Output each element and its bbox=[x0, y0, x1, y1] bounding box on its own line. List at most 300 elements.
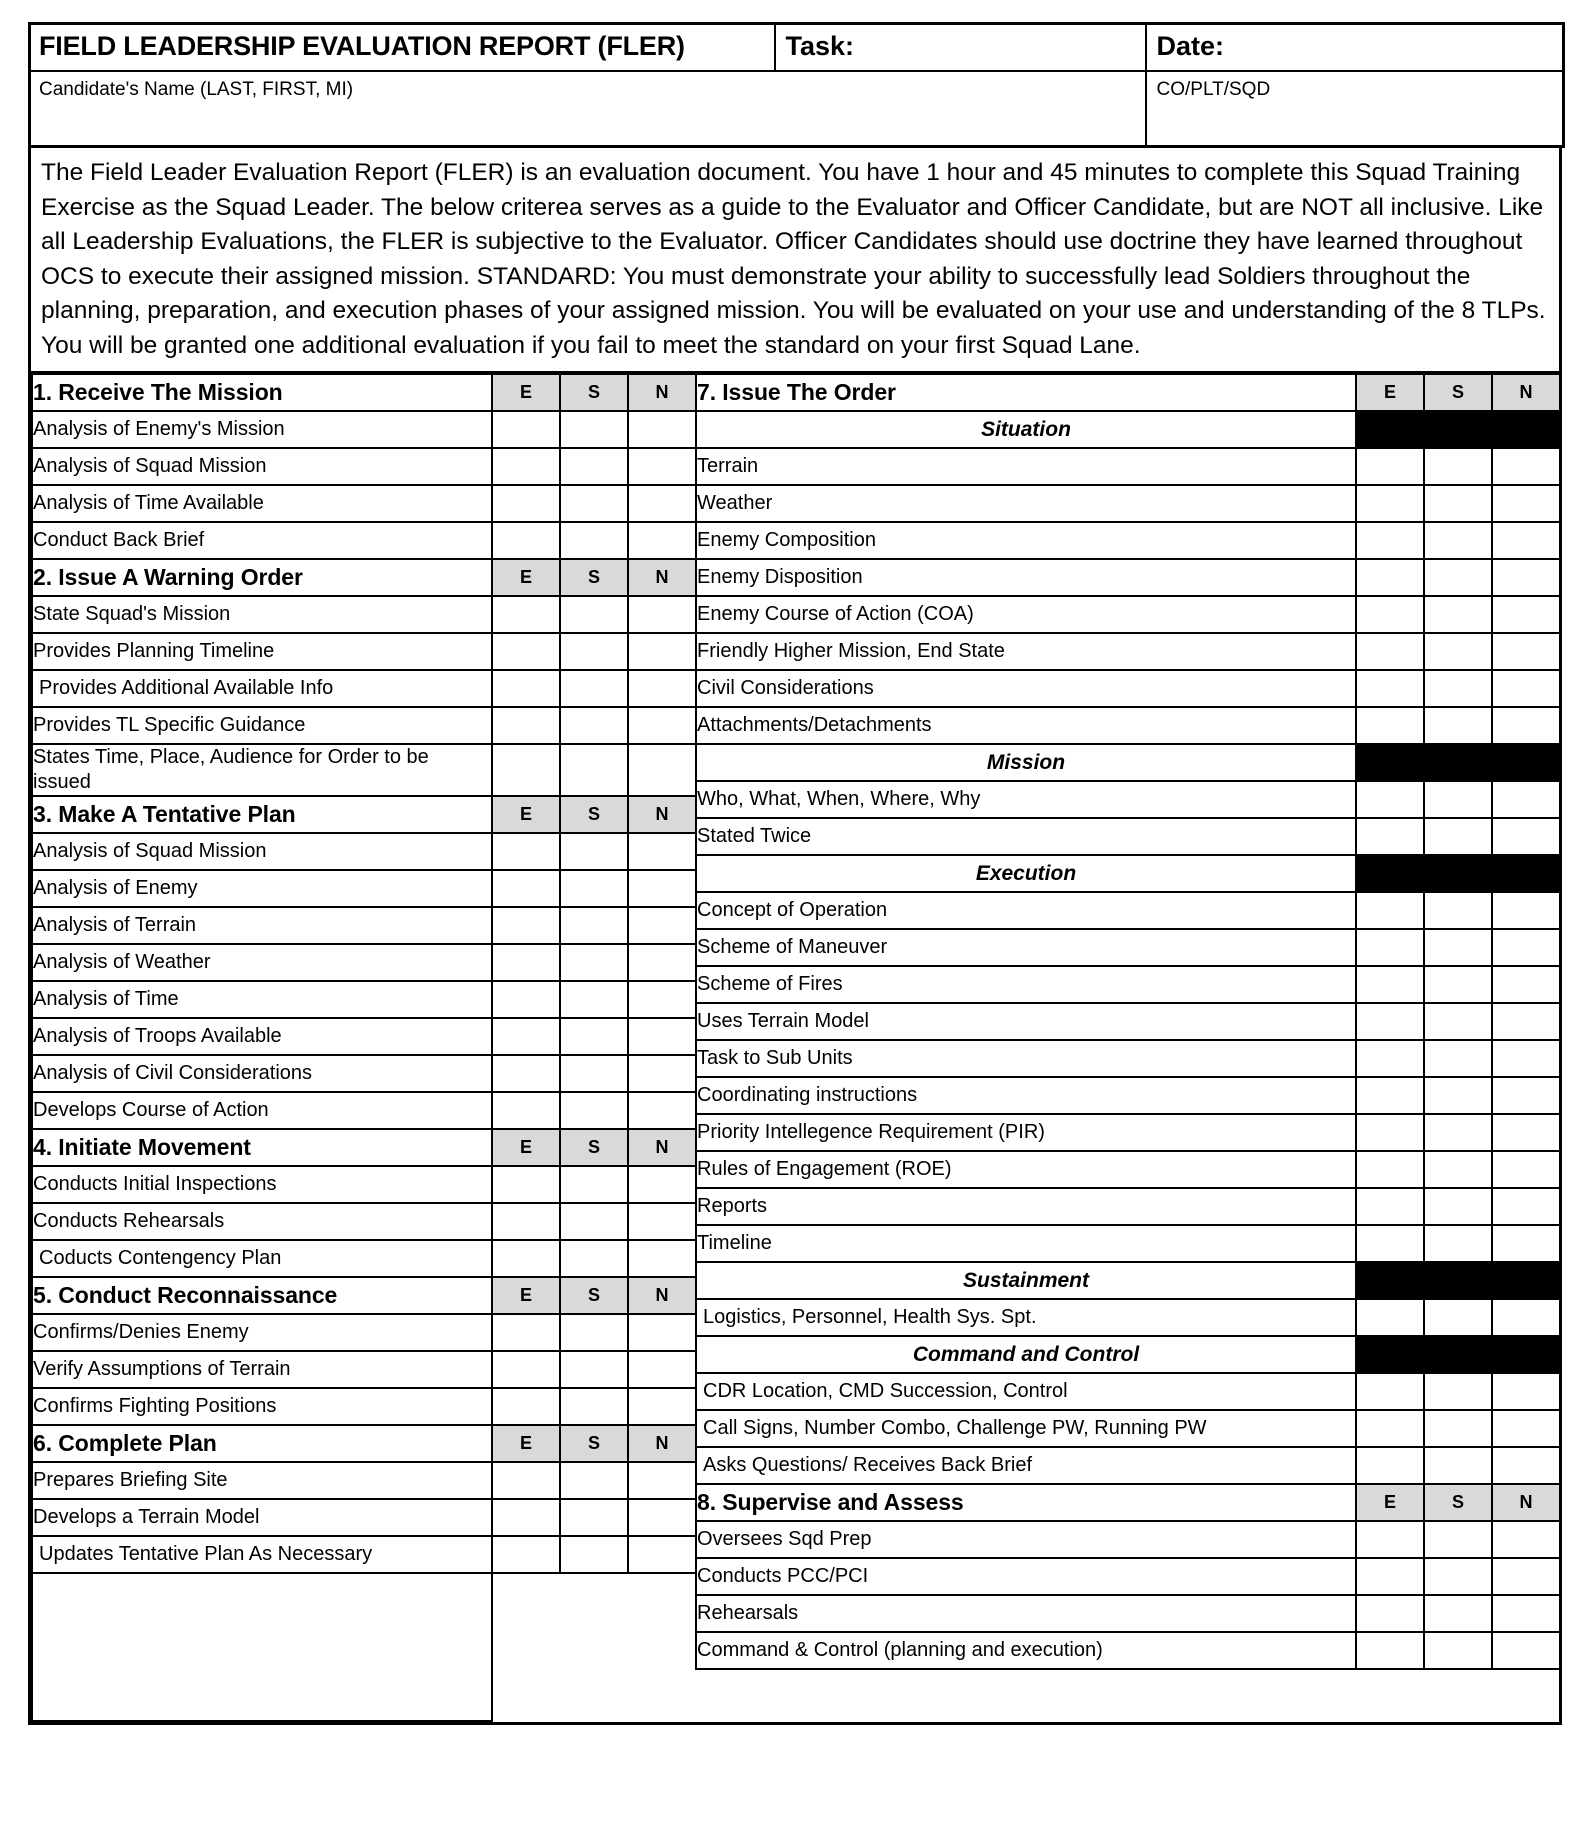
rating-cell-s[interactable] bbox=[560, 1203, 628, 1240]
rating-cell-e[interactable] bbox=[1356, 1151, 1424, 1188]
rating-cell-e[interactable] bbox=[1356, 448, 1424, 485]
rating-cell-n[interactable] bbox=[1492, 966, 1560, 1003]
rating-cell-s[interactable] bbox=[1424, 596, 1492, 633]
intro-block bbox=[28, 148, 1562, 373]
table-row bbox=[696, 1299, 1560, 1336]
table-row bbox=[696, 522, 1560, 559]
criteria-label: Rehearsals bbox=[696, 1595, 1356, 1632]
criteria-label: Analysis of Enemy's Mission bbox=[32, 411, 492, 448]
rating-cell-s[interactable] bbox=[1424, 1558, 1492, 1595]
table-row bbox=[32, 981, 696, 1018]
table-row bbox=[32, 744, 696, 796]
rating-cell-s[interactable] bbox=[1424, 707, 1492, 744]
section-header: 2. Issue A Warning Order bbox=[32, 559, 492, 596]
rating-cell-s[interactable] bbox=[560, 1314, 628, 1351]
rating-cell-n[interactable] bbox=[628, 670, 696, 707]
blocked-cell bbox=[1356, 1262, 1424, 1299]
criteria-label: Analysis of Civil Considerations bbox=[32, 1055, 492, 1092]
rating-cell-e[interactable] bbox=[492, 1018, 560, 1055]
spacer-cell bbox=[492, 1610, 560, 1647]
table-row bbox=[696, 1003, 1560, 1040]
table-row bbox=[32, 1314, 696, 1351]
rating-cell-s[interactable] bbox=[1424, 1410, 1492, 1447]
rating-header-n: N bbox=[628, 374, 696, 411]
table-row bbox=[32, 1203, 696, 1240]
table-row bbox=[696, 1040, 1560, 1077]
criteria-label: Verify Assumptions of Terrain bbox=[32, 1351, 492, 1388]
rating-cell-s[interactable] bbox=[1424, 448, 1492, 485]
rating-cell-e[interactable] bbox=[492, 981, 560, 1018]
criteria-label: Timeline bbox=[696, 1225, 1356, 1262]
rating-cell-e[interactable] bbox=[1356, 1447, 1424, 1484]
rating-cell-e[interactable] bbox=[1356, 966, 1424, 1003]
rating-cell-s[interactable] bbox=[1424, 559, 1492, 596]
rating-cell-s[interactable] bbox=[1424, 1114, 1492, 1151]
rating-cell-n[interactable] bbox=[628, 944, 696, 981]
table-row bbox=[32, 1166, 696, 1203]
rating-cell-n[interactable] bbox=[1492, 522, 1560, 559]
subsection-header: Sustainment bbox=[696, 1262, 1356, 1299]
table-row bbox=[696, 374, 1560, 411]
rating-cell-s[interactable] bbox=[1424, 966, 1492, 1003]
rating-cell-e[interactable] bbox=[492, 411, 560, 448]
criteria-label: Coducts Contengency Plan bbox=[32, 1240, 492, 1277]
rating-cell-e[interactable] bbox=[492, 1499, 560, 1536]
table-row bbox=[696, 1077, 1560, 1114]
rating-cell-s[interactable] bbox=[1424, 1003, 1492, 1040]
table-row bbox=[32, 1647, 696, 1684]
rating-cell-n[interactable] bbox=[1492, 485, 1560, 522]
criteria-label: Develops Course of Action bbox=[32, 1092, 492, 1129]
rating-cell-e[interactable] bbox=[492, 1240, 560, 1277]
rating-cell-s[interactable] bbox=[1424, 670, 1492, 707]
criteria-label: Terrain bbox=[696, 448, 1356, 485]
rating-cell-n[interactable] bbox=[628, 596, 696, 633]
table-row bbox=[32, 670, 696, 707]
criteria-right-column bbox=[695, 373, 1559, 1722]
rating-cell-n[interactable] bbox=[628, 1499, 696, 1536]
rating-cell-s[interactable] bbox=[1424, 781, 1492, 818]
criteria-label: Asks Questions/ Receives Back Brief bbox=[696, 1447, 1356, 1484]
rating-cell-n[interactable] bbox=[1492, 448, 1560, 485]
rating-cell-e[interactable] bbox=[1356, 1225, 1424, 1262]
blocked-cell bbox=[1492, 744, 1560, 781]
rating-cell-s[interactable] bbox=[560, 907, 628, 944]
rating-cell-n[interactable] bbox=[1492, 1595, 1560, 1632]
table-row bbox=[696, 929, 1560, 966]
table-row bbox=[696, 448, 1560, 485]
criteria-label: Analysis of Squad Mission bbox=[32, 448, 492, 485]
rating-cell-e[interactable] bbox=[492, 870, 560, 907]
subsection-header: Execution bbox=[696, 855, 1356, 892]
rating-cell-s[interactable] bbox=[560, 1166, 628, 1203]
rating-cell-e[interactable] bbox=[492, 1388, 560, 1425]
rating-cell-e[interactable] bbox=[492, 485, 560, 522]
criteria-label: Who, What, When, Where, Why bbox=[696, 781, 1356, 818]
rating-cell-s[interactable] bbox=[1424, 522, 1492, 559]
rating-cell-s[interactable] bbox=[560, 944, 628, 981]
rating-cell-s[interactable] bbox=[1424, 1040, 1492, 1077]
rating-cell-s[interactable] bbox=[560, 981, 628, 1018]
criteria-label: Analysis of Weather bbox=[32, 944, 492, 981]
rating-cell-s[interactable] bbox=[560, 1055, 628, 1092]
rating-cell-e[interactable] bbox=[492, 1055, 560, 1092]
blocked-cell bbox=[1492, 855, 1560, 892]
table-row bbox=[696, 744, 1560, 781]
rating-header-s: S bbox=[560, 1129, 628, 1166]
criteria-label: Reports bbox=[696, 1188, 1356, 1225]
rating-cell-e[interactable] bbox=[1356, 1521, 1424, 1558]
rating-cell-e[interactable] bbox=[492, 833, 560, 870]
subsection-header: Situation bbox=[696, 411, 1356, 448]
table-row bbox=[32, 1499, 696, 1536]
rating-cell-e[interactable] bbox=[1356, 1373, 1424, 1410]
rating-cell-s[interactable] bbox=[560, 1462, 628, 1499]
rating-cell-s[interactable] bbox=[560, 707, 628, 744]
rating-header-n: N bbox=[628, 559, 696, 596]
rating-cell-e[interactable] bbox=[492, 707, 560, 744]
rating-cell-e[interactable] bbox=[492, 1462, 560, 1499]
table-row bbox=[696, 411, 1560, 448]
criteria-label: Command & Control (planning and execution) bbox=[696, 1632, 1356, 1669]
header-name-row bbox=[30, 71, 1564, 147]
section-header: 6. Complete Plan bbox=[32, 1425, 492, 1462]
table-row bbox=[32, 1684, 696, 1721]
task-field[interactable]: Task: bbox=[775, 24, 1146, 72]
rating-cell-n[interactable] bbox=[628, 1462, 696, 1499]
table-row bbox=[32, 485, 696, 522]
criteria-label: Uses Terrain Model bbox=[696, 1003, 1356, 1040]
criteria-label: Updates Tentative Plan As Necessary bbox=[32, 1536, 492, 1573]
criteria-label: CDR Location, CMD Succession, Control bbox=[696, 1373, 1356, 1410]
rating-cell-s[interactable] bbox=[560, 1536, 628, 1573]
rating-cell-e[interactable] bbox=[1356, 1299, 1424, 1336]
criteria-label: Confirms Fighting Positions bbox=[32, 1388, 492, 1425]
rating-cell-e[interactable] bbox=[1356, 485, 1424, 522]
rating-cell-n[interactable] bbox=[628, 744, 696, 796]
rating-cell-n[interactable] bbox=[1492, 1188, 1560, 1225]
rating-cell-n[interactable] bbox=[628, 981, 696, 1018]
rating-cell-e[interactable] bbox=[1356, 1188, 1424, 1225]
rating-cell-e[interactable] bbox=[1356, 670, 1424, 707]
rating-cell-n[interactable] bbox=[628, 1351, 696, 1388]
rating-cell-s[interactable] bbox=[560, 1240, 628, 1277]
rating-cell-n[interactable] bbox=[1492, 670, 1560, 707]
spacer-cell bbox=[560, 1684, 628, 1721]
rating-header-e: E bbox=[1356, 374, 1424, 411]
criteria-label: Scheme of Maneuver bbox=[696, 929, 1356, 966]
rating-cell-s[interactable] bbox=[1424, 929, 1492, 966]
criteria-label: Analysis of Time Available bbox=[32, 485, 492, 522]
table-row bbox=[32, 944, 696, 981]
table-row bbox=[32, 796, 696, 833]
table-row bbox=[32, 1573, 696, 1610]
rating-cell-e[interactable] bbox=[492, 633, 560, 670]
rating-cell-e[interactable] bbox=[1356, 1410, 1424, 1447]
criteria-label: Analysis of Squad Mission bbox=[32, 833, 492, 870]
table-row bbox=[696, 892, 1560, 929]
rating-cell-n[interactable] bbox=[1492, 1447, 1560, 1484]
rating-cell-s[interactable] bbox=[560, 1018, 628, 1055]
rating-cell-n[interactable] bbox=[1492, 1225, 1560, 1262]
rating-cell-n[interactable] bbox=[1492, 1114, 1560, 1151]
rating-cell-n[interactable] bbox=[1492, 1003, 1560, 1040]
rating-cell-n[interactable] bbox=[1492, 1410, 1560, 1447]
rating-cell-s[interactable] bbox=[560, 1388, 628, 1425]
rating-cell-e[interactable] bbox=[1356, 1077, 1424, 1114]
blocked-cell bbox=[1356, 411, 1424, 448]
table-row bbox=[32, 448, 696, 485]
rating-cell-e[interactable] bbox=[1356, 1114, 1424, 1151]
rating-cell-e[interactable] bbox=[1356, 892, 1424, 929]
rating-cell-n[interactable] bbox=[628, 707, 696, 744]
criteria-label: Scheme of Fires bbox=[696, 966, 1356, 1003]
rating-cell-n[interactable] bbox=[628, 1055, 696, 1092]
rating-cell-s[interactable] bbox=[1424, 1595, 1492, 1632]
rating-cell-s[interactable] bbox=[560, 1351, 628, 1388]
rating-cell-s[interactable] bbox=[1424, 1077, 1492, 1114]
rating-cell-n[interactable] bbox=[628, 448, 696, 485]
criteria-label: States Time, Place, Audience for Order to be issued bbox=[32, 744, 492, 796]
rating-cell-s[interactable] bbox=[560, 1092, 628, 1129]
rating-cell-n[interactable] bbox=[628, 485, 696, 522]
rating-cell-n[interactable] bbox=[1492, 781, 1560, 818]
rating-cell-e[interactable] bbox=[492, 1092, 560, 1129]
co-plt-sqd-field[interactable]: CO/PLT/SQD bbox=[1146, 71, 1564, 147]
rating-cell-e[interactable] bbox=[492, 907, 560, 944]
criteria-label: Task to Sub Units bbox=[696, 1040, 1356, 1077]
table-row bbox=[32, 870, 696, 907]
rating-header-n: N bbox=[628, 1425, 696, 1462]
rating-cell-s[interactable] bbox=[1424, 1521, 1492, 1558]
rating-cell-e[interactable] bbox=[1356, 1558, 1424, 1595]
rating-cell-n[interactable] bbox=[1492, 929, 1560, 966]
criteria-label: Weather bbox=[696, 485, 1356, 522]
table-row bbox=[32, 1018, 696, 1055]
criteria-label: Rules of Engagement (ROE) bbox=[696, 1151, 1356, 1188]
rating-cell-n[interactable] bbox=[628, 833, 696, 870]
rating-cell-n[interactable] bbox=[628, 1536, 696, 1573]
criteria-grid bbox=[28, 373, 1562, 1725]
rating-cell-n[interactable] bbox=[628, 411, 696, 448]
rating-cell-s[interactable] bbox=[560, 833, 628, 870]
table-row bbox=[32, 907, 696, 944]
rating-cell-s[interactable] bbox=[560, 744, 628, 796]
rating-cell-s[interactable] bbox=[1424, 1373, 1492, 1410]
rating-cell-n[interactable] bbox=[1492, 1558, 1560, 1595]
rating-cell-s[interactable] bbox=[560, 485, 628, 522]
spacer-cell bbox=[560, 1573, 628, 1610]
blocked-cell bbox=[1492, 411, 1560, 448]
form-header bbox=[28, 22, 1565, 148]
rating-cell-e[interactable] bbox=[1356, 559, 1424, 596]
rating-cell-e[interactable] bbox=[1356, 633, 1424, 670]
rating-cell-s[interactable] bbox=[1424, 1225, 1492, 1262]
rating-cell-s[interactable] bbox=[1424, 1632, 1492, 1669]
rating-cell-n[interactable] bbox=[1492, 1151, 1560, 1188]
criteria-label: Provides Additional Available Info bbox=[32, 670, 492, 707]
rating-cell-s[interactable] bbox=[560, 633, 628, 670]
rating-cell-n[interactable] bbox=[628, 522, 696, 559]
rating-cell-n[interactable] bbox=[628, 1166, 696, 1203]
rating-cell-e[interactable] bbox=[492, 596, 560, 633]
criteria-label: Prepares Briefing Site bbox=[32, 1462, 492, 1499]
rating-cell-s[interactable] bbox=[1424, 1299, 1492, 1336]
rating-cell-e[interactable] bbox=[1356, 929, 1424, 966]
rating-cell-n[interactable] bbox=[1492, 1040, 1560, 1077]
rating-cell-n[interactable] bbox=[1492, 1299, 1560, 1336]
table-row bbox=[696, 818, 1560, 855]
rating-cell-n[interactable] bbox=[1492, 1521, 1560, 1558]
spacer-cell bbox=[560, 1647, 628, 1684]
rating-header-s: S bbox=[560, 1425, 628, 1462]
rating-cell-e[interactable] bbox=[492, 744, 560, 796]
rating-header-e: E bbox=[492, 1425, 560, 1462]
table-row bbox=[696, 1632, 1560, 1669]
criteria-label: Civil Considerations bbox=[696, 670, 1356, 707]
section-header: 1. Receive The Mission bbox=[32, 374, 492, 411]
rating-header-s: S bbox=[1424, 374, 1492, 411]
rating-cell-s[interactable] bbox=[1424, 818, 1492, 855]
rating-cell-s[interactable] bbox=[560, 670, 628, 707]
subsection-header: Mission bbox=[696, 744, 1356, 781]
rating-cell-e[interactable] bbox=[492, 1203, 560, 1240]
criteria-label: Conducts PCC/PCI bbox=[696, 1558, 1356, 1595]
right-criteria-table bbox=[695, 373, 1561, 1670]
table-row bbox=[32, 1388, 696, 1425]
section-header: 4. Initiate Movement bbox=[32, 1129, 492, 1166]
table-row bbox=[32, 411, 696, 448]
table-row bbox=[32, 1277, 696, 1314]
rating-header-s: S bbox=[560, 374, 628, 411]
rating-cell-n[interactable] bbox=[1492, 818, 1560, 855]
rating-cell-e[interactable] bbox=[1356, 818, 1424, 855]
criteria-label: Develops a Terrain Model bbox=[32, 1499, 492, 1536]
rating-cell-s[interactable] bbox=[1424, 1447, 1492, 1484]
table-row bbox=[32, 1425, 696, 1462]
rating-cell-n[interactable] bbox=[1492, 1632, 1560, 1669]
rating-cell-n[interactable] bbox=[628, 1092, 696, 1129]
rating-cell-s[interactable] bbox=[560, 522, 628, 559]
table-row bbox=[696, 1410, 1560, 1447]
rating-cell-e[interactable] bbox=[1356, 596, 1424, 633]
criteria-label: Analysis of Enemy bbox=[32, 870, 492, 907]
criteria-label: Enemy Disposition bbox=[696, 559, 1356, 596]
rating-header-e: E bbox=[492, 796, 560, 833]
rating-cell-n[interactable] bbox=[1492, 596, 1560, 633]
criteria-label: Conducts Rehearsals bbox=[32, 1203, 492, 1240]
rating-cell-e[interactable] bbox=[1356, 1595, 1424, 1632]
rating-cell-n[interactable] bbox=[628, 1388, 696, 1425]
rating-cell-e[interactable] bbox=[1356, 1040, 1424, 1077]
criteria-label: Concept of Operation bbox=[696, 892, 1356, 929]
rating-cell-e[interactable] bbox=[492, 1314, 560, 1351]
criteria-left-column bbox=[31, 373, 695, 1722]
rating-cell-e[interactable] bbox=[492, 670, 560, 707]
table-row bbox=[696, 1336, 1560, 1373]
rating-header-s: S bbox=[560, 1277, 628, 1314]
rating-cell-s[interactable] bbox=[1424, 633, 1492, 670]
rating-cell-s[interactable] bbox=[1424, 892, 1492, 929]
rating-header-s: S bbox=[560, 559, 628, 596]
rating-cell-e[interactable] bbox=[492, 944, 560, 981]
table-row bbox=[32, 559, 696, 596]
rating-cell-n[interactable] bbox=[628, 1240, 696, 1277]
empty-cell bbox=[32, 1647, 492, 1684]
rating-cell-e[interactable] bbox=[1356, 1003, 1424, 1040]
table-row bbox=[32, 596, 696, 633]
rating-cell-n[interactable] bbox=[628, 907, 696, 944]
rating-cell-e[interactable] bbox=[492, 448, 560, 485]
table-row bbox=[32, 1610, 696, 1647]
rating-header-e: E bbox=[1356, 1484, 1424, 1521]
rating-cell-s[interactable] bbox=[560, 1499, 628, 1536]
rating-cell-e[interactable] bbox=[1356, 522, 1424, 559]
rating-cell-n[interactable] bbox=[1492, 1373, 1560, 1410]
table-row bbox=[696, 1373, 1560, 1410]
blocked-cell bbox=[1424, 744, 1492, 781]
rating-cell-s[interactable] bbox=[560, 411, 628, 448]
criteria-label: Call Signs, Number Combo, Challenge PW, Running PW bbox=[696, 1410, 1356, 1447]
rating-cell-n[interactable] bbox=[628, 1314, 696, 1351]
table-row bbox=[696, 1225, 1560, 1262]
rating-header-e: E bbox=[492, 1129, 560, 1166]
date-field[interactable]: Date: bbox=[1146, 24, 1564, 72]
rating-cell-e[interactable] bbox=[1356, 781, 1424, 818]
criteria-label: State Squad's Mission bbox=[32, 596, 492, 633]
criteria-label: Analysis of Time bbox=[32, 981, 492, 1018]
rating-cell-s[interactable] bbox=[1424, 485, 1492, 522]
empty-cell bbox=[32, 1610, 492, 1647]
subsection-header: Command and Control bbox=[696, 1336, 1356, 1373]
rating-cell-s[interactable] bbox=[560, 596, 628, 633]
rating-cell-n[interactable] bbox=[628, 633, 696, 670]
rating-cell-e[interactable] bbox=[492, 1536, 560, 1573]
table-row bbox=[696, 670, 1560, 707]
rating-cell-n[interactable] bbox=[628, 1018, 696, 1055]
criteria-label: Attachments/Detachments bbox=[696, 707, 1356, 744]
spacer-cell bbox=[492, 1684, 560, 1721]
criteria-label: Provides TL Specific Guidance bbox=[32, 707, 492, 744]
rating-cell-n[interactable] bbox=[628, 870, 696, 907]
rating-cell-n[interactable] bbox=[1492, 707, 1560, 744]
rating-cell-e[interactable] bbox=[1356, 1632, 1424, 1669]
candidate-name-field[interactable]: Candidate's Name (LAST, FIRST, MI) bbox=[30, 71, 1146, 147]
rating-cell-n[interactable] bbox=[1492, 559, 1560, 596]
rating-cell-s[interactable] bbox=[560, 870, 628, 907]
spacer-cell bbox=[492, 1647, 560, 1684]
table-row bbox=[696, 707, 1560, 744]
rating-cell-n[interactable] bbox=[1492, 892, 1560, 929]
table-row bbox=[32, 1351, 696, 1388]
rating-cell-n[interactable] bbox=[1492, 633, 1560, 670]
rating-cell-e[interactable] bbox=[492, 522, 560, 559]
criteria-label: Oversees Sqd Prep bbox=[696, 1521, 1356, 1558]
table-row bbox=[696, 1521, 1560, 1558]
rating-cell-s[interactable] bbox=[1424, 1151, 1492, 1188]
rating-cell-s[interactable] bbox=[560, 448, 628, 485]
rating-cell-s[interactable] bbox=[1424, 1188, 1492, 1225]
rating-cell-e[interactable] bbox=[492, 1351, 560, 1388]
form-title: FIELD LEADERSHIP EVALUATION REPORT (FLER) bbox=[30, 24, 775, 72]
rating-cell-n[interactable] bbox=[1492, 1077, 1560, 1114]
rating-cell-e[interactable] bbox=[492, 1166, 560, 1203]
rating-cell-n[interactable] bbox=[628, 1203, 696, 1240]
rating-cell-e[interactable] bbox=[1356, 707, 1424, 744]
criteria-label: Conduct Back Brief bbox=[32, 522, 492, 559]
table-row bbox=[32, 707, 696, 744]
table-row bbox=[32, 1129, 696, 1166]
